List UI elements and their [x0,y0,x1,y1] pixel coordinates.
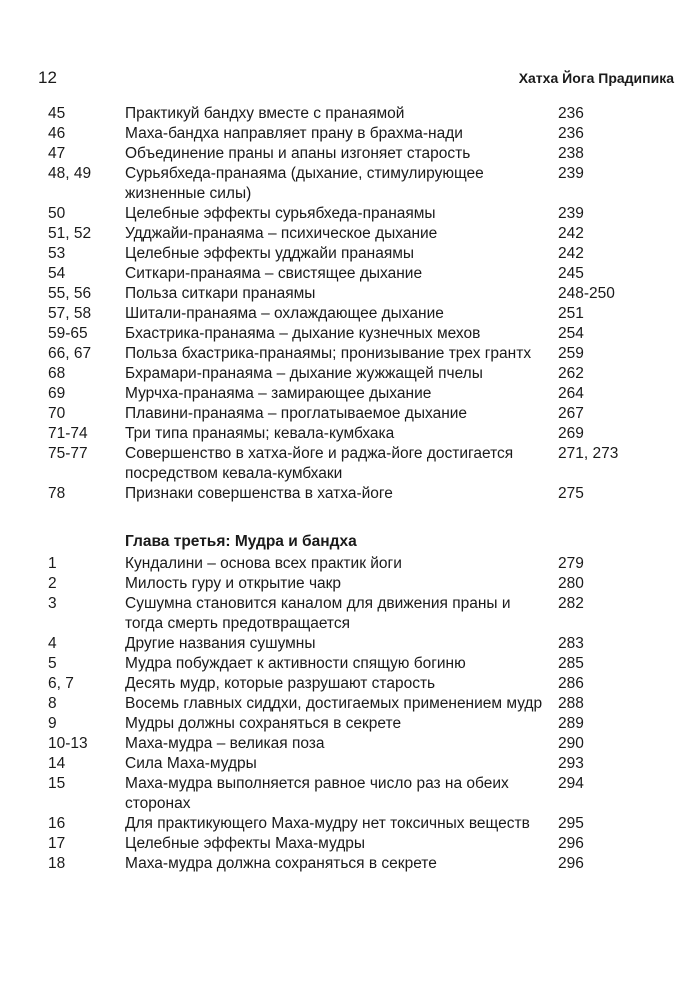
toc-entry [0,284,688,304]
verse-number: 3 [48,595,57,612]
verse-number: 4 [48,635,57,652]
entry-title: Удджайи-пранаяма – психическое дыхание [125,225,438,242]
entry-title: Мурчха-пранаяма – замирающее дыхание [125,385,432,402]
verse-number: 17 [48,835,66,852]
entry-title: Целебные эффекты Маха-мудры [125,835,366,852]
verse-number: 10-13 [48,735,88,752]
toc-entry [0,404,688,424]
entry-title: Совершенство в хатха-йоге и раджа-йоге достигается посредством кевала-кумбхаки [125,445,514,482]
entry-title: Три типа пранаямы; кевала-кумбхака [125,425,395,442]
verse-number: 71-74 [48,425,88,442]
page-ref: 254 [558,325,584,342]
verse-number: 55, 56 [48,285,92,302]
page-ref: 280 [558,575,584,592]
verse-number: 2 [48,575,57,592]
verse-number: 53 [48,245,66,262]
verse-number: 6, 7 [48,675,74,692]
toc-entry [0,574,688,594]
verse-number: 46 [48,125,66,142]
toc-entry [0,734,688,754]
page-ref: 279 [558,555,584,572]
toc-entry [0,264,688,284]
verse-number: 48, 49 [48,165,92,182]
verse-number: 78 [48,485,66,502]
verse-number: 70 [48,405,66,422]
entry-title: Маха-мудра выполняется равное число раз на обеих сторонах [125,775,509,812]
toc-entry [0,144,688,164]
chapter-heading: Глава третья: Мудра и бандха [125,533,357,550]
entry-title: Польза бхастрика-пранаямы; пронизывание трех грантх [125,345,532,362]
toc-entry [0,814,688,834]
page-ref: 282 [558,595,584,612]
toc-entry [0,164,688,204]
page-ref: 286 [558,675,584,692]
toc-entry [0,554,688,574]
toc-entry [0,364,688,384]
verse-number: 16 [48,815,66,832]
entry-title: Объединение праны и апаны изгоняет старость [125,145,471,162]
page-ref: 264 [558,385,584,402]
verse-number: 45 [48,105,66,122]
verse-number: 68 [48,365,66,382]
entry-title: Восемь главных сиддхи, достигаемых применением мудр [125,695,543,712]
verse-number: 51, 52 [48,225,92,242]
page-ref: 275 [558,485,584,502]
toc-entry [0,224,688,244]
toc-entry [0,754,688,774]
page-number: 12 [38,68,57,87]
page-ref: 269 [558,425,584,442]
verse-number: 14 [48,755,66,772]
toc-section-mudra [0,554,688,874]
toc-entry [0,694,688,714]
toc-entry [0,104,688,124]
toc-entry [0,384,688,404]
page-ref: 248-250 [558,285,615,302]
entry-title: Плавини-пранаяма – проглатываемое дыхание [125,405,468,422]
page-ref: 236 [558,125,584,142]
verse-number: 66, 67 [48,345,92,362]
entry-title: Маха-бандха направляет прану в брахма-нади [125,125,463,142]
page-ref: 251 [558,305,584,322]
toc-entry [0,204,688,224]
toc-entry [0,854,688,874]
entry-title: Ситкари-пранаяма – свистящее дыхание [125,265,423,282]
running-title: Хатха Йога Прадипика [518,70,674,86]
entry-title: Шитали-пранаяма – охлаждающее дыхание [125,305,444,322]
entry-title: Бхастрика-пранаяма – дыхание кузнечных мехов [125,325,481,342]
page-ref: 238 [558,145,584,162]
entry-title: Признаки совершенства в хатха-йоге [125,485,393,502]
toc-entry [0,634,688,654]
table-of-contents [0,104,688,874]
verse-number: 69 [48,385,66,402]
toc-entry [0,424,688,444]
entry-title: Кундалини – основа всех практик йоги [125,555,402,572]
entry-title: Маха-мудра – великая поза [125,735,325,752]
page-ref: 288 [558,695,584,712]
entry-title: Десять мудр, которые разрушают старость [125,675,436,692]
page-ref: 242 [558,225,584,242]
entry-title: Маха-мудра должна сохраняться в секрете [125,855,437,872]
verse-number: 50 [48,205,66,222]
toc-entry [0,324,688,344]
page-ref: 294 [558,775,584,792]
page-ref: 285 [558,655,584,672]
page-ref: 296 [558,855,584,872]
verse-number: 5 [48,655,57,672]
toc-entry [0,304,688,324]
page-ref: 239 [558,165,584,182]
entry-title: Мудра побуждает к активности спящую богиню [125,655,466,672]
toc-entry [0,444,688,484]
toc-entry [0,654,688,674]
toc-entry [0,484,688,504]
page-ref: 296 [558,835,584,852]
toc-entry [0,674,688,694]
page-ref: 236 [558,105,584,122]
verse-number: 75-77 [48,445,88,462]
page-ref: 267 [558,405,584,422]
entry-title: Милость гуру и открытие чакр [125,575,342,592]
toc-entry [0,344,688,364]
page-ref: 242 [558,245,584,262]
page-ref: 262 [558,365,584,382]
entry-title: Сурьябхеда-пранаяма (дыхание, стимулирующее жизненные силы) [125,165,484,202]
verse-number: 8 [48,695,57,712]
page-ref: 289 [558,715,584,732]
verse-number: 15 [48,775,66,792]
entry-title: Целебные эффекты сурьябхеда-пранаямы [125,205,436,222]
verse-number: 57, 58 [48,305,92,322]
page-ref: 259 [558,345,584,362]
page-ref: 295 [558,815,584,832]
entry-title: Бхрамари-пранаяма – дыхание жужжащей пчелы [125,365,483,382]
verse-number: 47 [48,145,66,162]
toc-entry [0,714,688,734]
entry-title: Целебные эффекты удджайи пранаямы [125,245,415,262]
entry-title: Практикуй бандху вместе с пранаямой [125,105,405,122]
entry-title: Мудры должны сохраняться в секрете [125,715,402,732]
toc-entry [0,124,688,144]
page-ref: 290 [558,735,584,752]
page-ref: 245 [558,265,584,282]
entry-title: Сила Маха-мудры [125,755,257,772]
entry-title: Для практикующего Маха-мудру нет токсичных веществ [125,815,530,832]
entry-title: Польза ситкари пранаямы [125,285,316,302]
page-ref: 239 [558,205,584,222]
toc-entry [0,594,688,634]
verse-number: 54 [48,265,66,282]
entry-title: Другие названия сушумны [125,635,316,652]
toc-entry [0,244,688,264]
verse-number: 1 [48,555,57,572]
toc-entry [0,774,688,814]
verse-number: 18 [48,855,66,872]
verse-number: 9 [48,715,57,732]
page-ref: 283 [558,635,584,652]
page-ref: 271, 273 [558,445,619,462]
toc-entry [0,834,688,854]
entry-title: Сушумна становится каналом для движения праны и тогда смерть предотвращается [125,595,511,632]
page-ref: 293 [558,755,584,772]
verse-number: 59-65 [48,325,88,342]
toc-section-pranayama [0,104,688,504]
